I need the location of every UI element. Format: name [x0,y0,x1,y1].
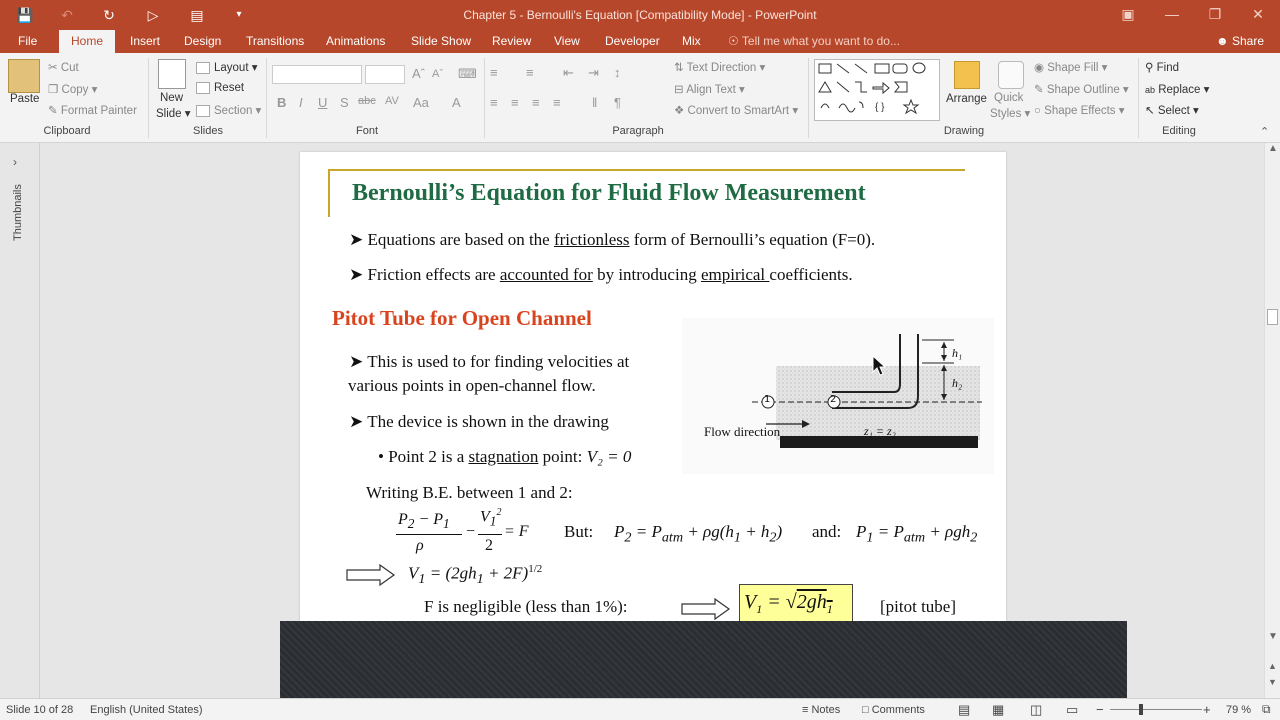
next-slide-icon[interactable]: ▼ [1268,677,1277,687]
share-button[interactable]: ☻ Share [1216,34,1265,48]
bernoulli-equation: $P_2 - P_1$ ρ − $V_1^2$ 2 = F [398,507,529,554]
align-center-icon[interactable]: ≡ [511,95,519,110]
fit-slide-icon[interactable]: ⧉ [1262,702,1271,716]
slideshow-view-icon[interactable]: ▭ [1066,702,1079,717]
notes-icon: ≡ [802,704,809,716]
slides-group-label: Slides [193,125,223,137]
shape-outline-button[interactable]: ✎ Shape Outline ▾ [1034,84,1129,96]
window-title: Chapter 5 - Bernoulli's Equation [Compatibility Mode] - PowerPoint [463,8,817,22]
negligible-text: F is negligible (less than 1%): [424,597,628,616]
present-icon[interactable]: ▤ [190,7,204,23]
restore-icon[interactable]: ❐ [1208,6,1222,22]
writing-be-text: Writing B.E. between 1 and 2: [366,483,573,502]
divider [484,58,485,138]
tab-home[interactable]: Home [59,30,115,54]
slide-title: Bernoulli’s Equation for Fluid Flow Measurement [352,180,866,206]
zoom-out-icon[interactable]: − [1096,702,1104,717]
scroll-up-icon[interactable]: ▲ [1268,143,1278,154]
rtl-icon[interactable]: ¶ [614,95,621,110]
divider [1138,58,1139,138]
effects-icon: ○ [1034,105,1041,117]
italic-icon[interactable]: I [299,95,303,110]
drawing-group-label: Drawing [943,125,985,137]
pencil-icon: ✎ [1034,84,1044,96]
paste-button[interactable]: Paste [10,93,40,105]
undo-icon[interactable]: ↶ [61,7,73,23]
svg-text:{ }: { } [875,102,885,113]
tab-insert[interactable]: Insert [130,34,161,48]
comments-button[interactable]: □ Comments [862,704,925,716]
font-color-icon[interactable]: A [452,95,461,110]
editing-group-label: Editing [1162,125,1196,137]
shape-effects-button[interactable]: ○ Shape Effects ▾ [1034,105,1125,117]
title-left-rule [328,169,330,217]
line-spacing-icon[interactable]: ↕ [614,65,621,80]
decrease-font-icon[interactable]: Aˇ [432,68,443,80]
minimize-icon[interactable]: — [1165,6,1179,22]
bullet-device: ➤ The device is shown in the drawing [349,412,609,431]
new-slide-label-2[interactable]: Slide ▾ [156,108,191,120]
tab-developer[interactable]: Developer [605,34,660,48]
pitot-result-box: $V_1 = √2gh_1$ [739,584,853,622]
previous-slide-icon[interactable]: ▲ [1268,661,1277,671]
arrange-button[interactable]: Arrange [946,93,987,105]
underline-icon[interactable]: U [318,95,328,110]
title-bar [0,0,1280,30]
pitot-tube-label: [pitot tube] [880,597,957,616]
section-subtitle: Pitot Tube for Open Channel [332,306,592,330]
and-label: and: [812,522,842,541]
zoom-level[interactable]: 79 % [1226,704,1252,716]
title-top-rule [328,169,965,171]
layout-icon [196,62,210,74]
layout-button[interactable]: Layout ▾ [196,60,258,74]
clear-format-icon[interactable]: ⌨ [458,66,477,81]
text-direction-button[interactable]: ⇅ Text Direction ▾ [674,62,766,74]
copy-button[interactable]: ❐ Copy ▾ [48,84,98,96]
normal-view-icon[interactable]: ▤ [958,702,971,717]
pitot-diagram-drawing [682,318,994,474]
expand-thumbnails-icon[interactable]: › [13,155,17,169]
replace-icon: ab [1145,85,1156,95]
tab-slide-show[interactable]: Slide Show [411,34,472,48]
lightbulb-icon: ☉ [728,34,739,48]
numbering-icon[interactable]: ≡ [526,65,534,80]
quick-styles-icon[interactable] [998,61,1024,89]
flow-direction-label: Flow direction [704,424,781,439]
reading-view-icon[interactable]: ◫ [1030,702,1043,717]
start-from-beginning-icon[interactable]: ▷ [147,7,159,23]
tab-design[interactable]: Design [184,34,222,48]
person-icon: ☻ [1216,34,1229,48]
format-painter-button[interactable]: ✎ Format Painter [48,105,137,117]
section-icon [196,105,210,117]
z-equality-label: z₁ = z₂ [864,424,896,438]
divider [266,58,267,138]
change-case-icon[interactable]: Aa [413,95,429,110]
p2-equation: $P_2 = P_{atm} + \rho g(h_1 + h_2)$ [614,522,783,546]
video-overlay-bar [280,621,1127,704]
arrange-icon[interactable] [954,61,980,89]
search-icon: ⚲ [1145,62,1154,74]
zoom-in-icon[interactable]: + [1203,702,1211,717]
quick-styles-label-2[interactable]: Styles ▾ [990,108,1031,120]
slide-canvas[interactable] [300,152,1006,622]
new-slide-label-1[interactable]: New [160,92,184,104]
shapes-gallery[interactable] [814,59,940,121]
but-label: But: [564,522,594,541]
vertical-scrollbar[interactable] [1264,143,1280,698]
bullets-icon[interactable]: ≡ [490,65,498,80]
select-button[interactable]: ↖ Select ▾ [1145,105,1199,117]
char-spacing-icon[interactable]: AV [385,95,399,107]
bullet-usage-line1: ➤ This is used to for finding velocities at [349,352,630,371]
find-button[interactable]: ⚲ Find [1145,62,1180,74]
ribbon-display-icon[interactable]: ▣ [1121,6,1135,22]
ribbon-home [0,53,1280,143]
thumbnails-label[interactable]: Thumbnails [12,184,24,241]
cursor-icon: ↖ [1145,105,1155,117]
slide-sorter-icon[interactable]: ▦ [992,702,1005,717]
align-text-icon: ⊟ [674,84,684,96]
reset-icon [196,82,210,94]
align-right-icon[interactable]: ≡ [532,95,540,110]
h2-label: h₂ [952,376,963,390]
convert-smartart-button[interactable]: ❖ Convert to SmartArt ▾ [674,105,799,117]
paste-icon[interactable] [8,59,40,93]
implies-arrow-icon [346,564,396,586]
tab-animations[interactable]: Animations [326,34,386,48]
zoom-slider-thumb[interactable] [1139,704,1143,715]
increase-indent-icon[interactable]: ⇥ [588,65,599,80]
tell-me-search[interactable]: ☉ Tell me what you want to do... [728,34,900,48]
align-text-button[interactable]: ⊟ Align Text ▾ [674,84,745,96]
clipboard-group-label: Clipboard [43,125,91,137]
increase-font-icon[interactable]: Aˆ [412,66,425,81]
v1-equation: $V_1 = (2gh_1 + 2F)^{1/2}$ [408,563,543,588]
slide-counter: Slide 10 of 28 [6,704,74,716]
mouse-cursor-icon [872,355,888,377]
section-button[interactable]: Section ▾ [196,103,261,117]
pitot-tube-diagram [682,318,994,474]
scroll-down-icon[interactable]: ▼ [1268,631,1278,642]
font-size-box[interactable] [365,65,405,84]
comment-icon: □ [862,704,869,716]
collapse-ribbon-icon[interactable]: ⌃ [1260,126,1270,138]
ribbon-tabs [0,30,1280,53]
cut-button[interactable]: ✂ Cut [48,62,79,74]
customize-qat-icon[interactable]: ▾ [236,9,242,20]
copy-icon: ❐ [48,84,59,96]
notes-button[interactable]: ≡ Notes [802,704,841,716]
brush-icon: ✎ [48,105,58,117]
font-group-label: Font [355,125,378,137]
sub-bullet-stagnation: • Point 2 is a stagnation point: V₂ = 0 [378,447,632,466]
tab-view[interactable]: View [554,34,580,48]
point-1-label: 1 [764,394,771,405]
save-icon[interactable]: 💾 [16,7,34,23]
thumbnails-pane [0,143,40,698]
decrease-indent-icon[interactable]: ⇤ [563,65,574,80]
tab-mix[interactable]: Mix [682,34,701,48]
close-icon[interactable]: ✕ [1252,6,1264,22]
shadow-icon[interactable]: S [340,95,349,110]
paint-bucket-icon: ◉ [1034,62,1045,74]
columns-icon[interactable]: ‖ [592,95,598,110]
h1-label: h₁ [952,346,963,360]
bullet-friction-effects: ➤ Friction effects are accounted for by introducing empirical coefficients. [349,265,853,284]
new-slide-icon[interactable] [158,59,186,89]
divider [808,58,809,138]
font-name-box[interactable] [272,65,362,84]
divider [148,58,149,138]
language-indicator[interactable]: English (United States) [90,704,203,716]
text-direction-icon: ⇅ [674,62,684,74]
strikethrough-icon[interactable]: abc [358,95,376,107]
point-2-label: 2 [830,394,837,405]
tab-transitions[interactable]: Transitions [246,34,305,48]
reset-button[interactable]: Reset [196,82,244,94]
paragraph-group-label: Paragraph [612,125,664,137]
status-bar [0,698,1280,720]
zoom-slider-track[interactable] [1110,709,1202,710]
result-arrow-icon [681,598,731,620]
bold-icon[interactable]: B [277,95,287,110]
shape-fill-button[interactable]: ◉ Shape Fill ▾ [1034,62,1108,74]
smartart-icon: ❖ [674,105,685,117]
scrollbar-thumb[interactable] [1267,309,1278,325]
p1-equation: $P_1 = P_{atm} + \rho gh_2$ [856,522,978,546]
replace-button[interactable]: ab Replace ▾ [1145,84,1210,96]
shapes-gallery-icons [815,60,939,120]
bullet-frictionless: ➤ Equations are based on the frictionless form of Bernoulli’s equation (F=0). [349,230,876,249]
bullet-usage-line2: various points in open-channel flow. [348,376,596,395]
tab-review[interactable]: Review [492,34,532,48]
tab-file[interactable]: File [18,34,38,48]
justify-icon[interactable]: ≡ [553,95,561,110]
redo-icon[interactable]: ↻ [103,7,115,23]
align-left-icon[interactable]: ≡ [490,95,498,110]
quick-styles-label-1[interactable]: Quick [994,92,1024,104]
scissors-icon: ✂ [48,62,58,74]
